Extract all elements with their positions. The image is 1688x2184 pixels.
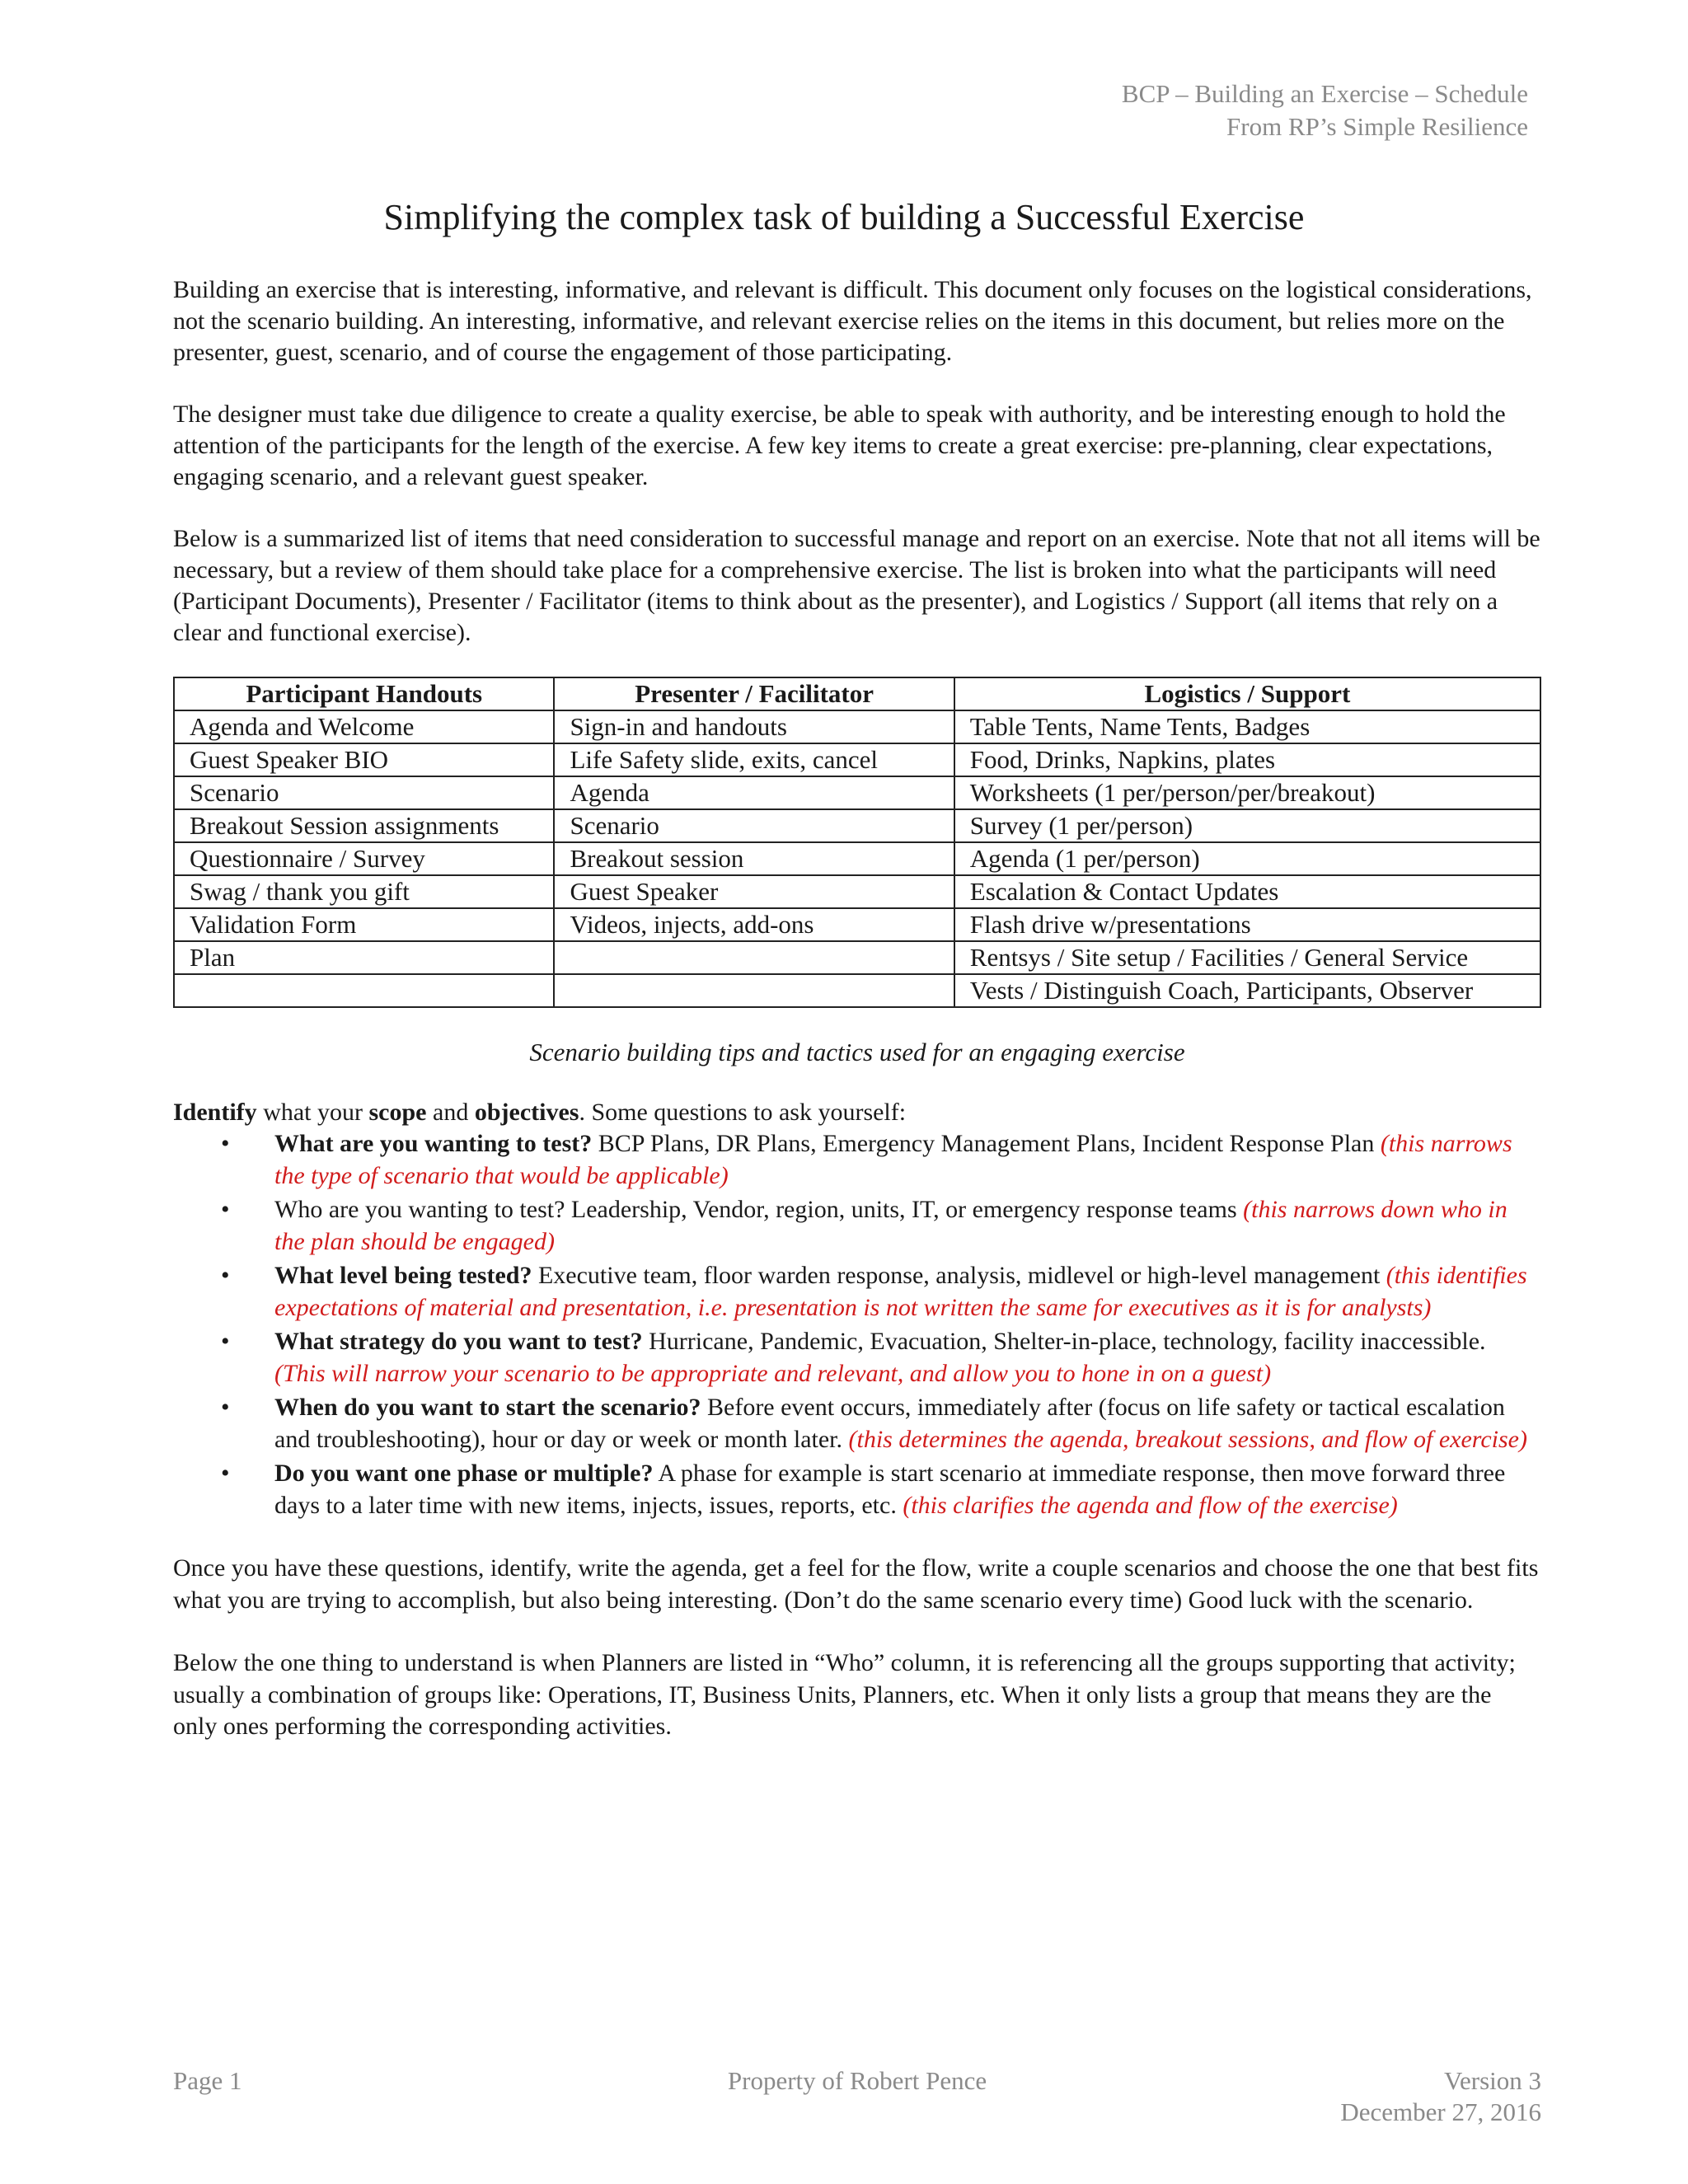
- question-list: [173, 1128, 1541, 1521]
- table-row: [174, 743, 1540, 776]
- table-cell: Questionnaire / Survey: [174, 842, 554, 875]
- table-cell: Guest Speaker: [554, 875, 954, 908]
- question-note: (this clarifies the agenda and flow of the exercise): [903, 1491, 1398, 1519]
- bullet-icon: •: [221, 1196, 230, 1223]
- header-line-1: BCP – Building an Exercise – Schedule: [1121, 79, 1528, 108]
- question-bold: What strategy do you want to test?: [274, 1328, 643, 1355]
- document-body: [173, 274, 1541, 1743]
- table-cell: [174, 974, 554, 1007]
- footer-version-block: [1340, 2065, 1541, 2128]
- table-header-row: [174, 677, 1540, 710]
- table-row: [174, 809, 1540, 842]
- table-cell: Videos, injects, add-ons: [554, 908, 954, 941]
- summary-paragraph: Below is a summarized list of items that need consideration to successful manage and report on an exercise. Note that not all items will be necessary, but a review of them should take place for a comprehensive exercise. The list is broken into what the participants will need (Participant Documents), Presenter / Facilitator (items to think about as the presenter), and Logistics / Support (all items that rely on a clear and functional exercise).: [173, 525, 1540, 646]
- table-row: [174, 941, 1540, 974]
- intro-paragraph: Building an exercise that is interesting, informative, and relevant is difficult. This document only focuses on the logistical considerations, not the scenario building. An interesting, informative, and relevant exercise relies on the items in this document, but relies more on the presenter, guest, scenario, and of course the engagement of those participating.: [173, 276, 1532, 366]
- question-item: [173, 1260, 1541, 1324]
- question-item: [173, 1128, 1541, 1192]
- table-cell: [554, 974, 954, 1007]
- table-cell: Breakout session: [554, 842, 954, 875]
- question-bold: Do you want one phase or multiple?: [274, 1460, 654, 1487]
- table-cell: Swag / thank you gift: [174, 875, 554, 908]
- table-cell: Scenario: [554, 809, 954, 842]
- question-note: (This will narrow your scenario to be appropriate and relevant, and allow you to hone in on a guest): [274, 1359, 1272, 1387]
- table-cell: Vests / Distinguish Coach, Participants, Observer: [954, 974, 1540, 1007]
- table-cell: Agenda and Welcome: [174, 710, 554, 743]
- table-cell: Guest Speaker BIO: [174, 743, 554, 776]
- table-cell: Worksheets (1 per/person/per/breakout): [954, 776, 1540, 809]
- question-item: [173, 1326, 1541, 1390]
- table-row: [174, 908, 1540, 941]
- closing-paragraph-1: Once you have these questions, identify, write the agenda, get a feel for the flow, write a couple scenarios and choose the one that best fits what you are trying to accomplish, but also being interesting. (Don’t do the same scenario every time) Good luck with the scenario.: [173, 1554, 1539, 1614]
- question-note: (this narrows down who in the plan should be engaged): [274, 1196, 1507, 1255]
- question-text: BCP Plans, DR Plans, Emergency Management Plans, Incident Response Plan: [592, 1130, 1381, 1157]
- question-note: (this identifies expectations of material and presentation, i.e. presentation is not written the same for executives as it is for analysts): [274, 1262, 1527, 1321]
- table-cell: Agenda: [554, 776, 954, 809]
- footer-version: Version 3: [1444, 2066, 1541, 2095]
- footer-date: December 27, 2016: [1340, 2097, 1541, 2126]
- question-note: (this narrows the type of scenario that would be applicable): [274, 1130, 1512, 1189]
- column-header: Logistics / Support: [954, 677, 1540, 710]
- identify-text-1: what your: [256, 1099, 369, 1126]
- question-item: [173, 1194, 1541, 1258]
- page-title: Simplifying the complex task of building a Successful Exercise: [383, 197, 1305, 237]
- designer-paragraph: The designer must take due diligence to create a quality exercise, be able to speak with authority, and be interesting enough to hold the attention of the participants for the length of the exercise. A few key items to create a great exercise: pre-planning, clear expectations, engaging scenario, and a relevant guest speaker.: [173, 401, 1506, 490]
- table-cell: Validation Form: [174, 908, 554, 941]
- table-cell: Food, Drinks, Napkins, plates: [954, 743, 1540, 776]
- table-cell: [554, 941, 954, 974]
- running-header: [1122, 77, 1528, 143]
- table-cell: Survey (1 per/person): [954, 809, 1540, 842]
- bullet-icon: •: [221, 1262, 230, 1289]
- table-cell: Sign-in and handouts: [554, 710, 954, 743]
- question-text: Hurricane, Pandemic, Evacuation, Shelter-in-place, technology, facility inaccessible.: [642, 1328, 1486, 1355]
- identify-word: Identify: [173, 1099, 257, 1126]
- table-row: [174, 710, 1540, 743]
- column-header: Presenter / Facilitator: [554, 677, 954, 710]
- table-cell: Flash drive w/presentations: [954, 908, 1540, 941]
- table-cell: Breakout Session assignments: [174, 809, 554, 842]
- identify-text-2: and: [426, 1099, 475, 1126]
- table-row: [174, 776, 1540, 809]
- closing-paragraph-2: Below the one thing to understand is when Planners are listed in “Who” column, it is referencing all the groups supporting that activity; usually a combination of groups like: Operations, IT, Business Units, Planners, etc. When it only lists a group that means they are the only ones performing the corresponding activities.: [173, 1649, 1516, 1740]
- section-subtitle: Scenario building tips and tactics used for an engaging exercise: [529, 1038, 1185, 1066]
- footer-property: Property of Robert Pence: [727, 2066, 987, 2095]
- objectives-word: objectives: [474, 1099, 579, 1126]
- question-note: (this determines the agenda, breakout sessions, and flow of exercise): [848, 1425, 1527, 1453]
- question-bold: What level being tested?: [274, 1262, 532, 1289]
- question-text: Executive team, floor warden response, analysis, midlevel or high-level management: [532, 1262, 1386, 1289]
- scope-word: scope: [368, 1099, 427, 1126]
- table-body: [174, 710, 1540, 1007]
- bullet-icon: •: [221, 1328, 230, 1355]
- question-item: [173, 1392, 1541, 1455]
- table-cell: Life Safety slide, exits, cancel: [554, 743, 954, 776]
- question-text: Before event occurs, immediately after (focus on life safety or tactical escalation and troubleshooting), hour or day or week or month later.: [274, 1394, 1505, 1453]
- page-footer: [173, 2065, 1541, 2131]
- identify-line: [173, 1097, 1541, 1128]
- table-row: [174, 974, 1540, 1007]
- table-cell: Scenario: [174, 776, 554, 809]
- question-bold: What are you wanting to test?: [274, 1130, 593, 1157]
- table-row: [174, 875, 1540, 908]
- footer-page-number: Page 1: [173, 2066, 242, 2095]
- column-header: Participant Handouts: [174, 677, 554, 710]
- table-cell: Escalation & Contact Updates: [954, 875, 1540, 908]
- table-cell: Table Tents, Name Tents, Badges: [954, 710, 1540, 743]
- question-text: Who are you wanting to test? Leadership, Vendor, region, units, IT, or emergency response teams: [274, 1196, 1244, 1223]
- bullet-icon: •: [221, 1460, 230, 1487]
- table-row: [174, 842, 1540, 875]
- bullet-icon: •: [221, 1394, 230, 1421]
- bullet-icon: •: [221, 1130, 230, 1157]
- table-cell: Plan: [174, 941, 554, 974]
- identify-text-3: . Some questions to ask yourself:: [579, 1099, 907, 1126]
- checklist-table: [173, 677, 1541, 1008]
- table-cell: Rentsys / Site setup / Facilities / General Service: [954, 941, 1540, 974]
- header-line-2: From RP’s Simple Resilience: [1226, 112, 1528, 141]
- question-item: [173, 1458, 1541, 1521]
- question-bold: When do you want to start the scenario?: [274, 1394, 701, 1421]
- question-text: A phase for example is start scenario at immediate response, then move forward three days to a later time with new items, injects, issues, reports, etc.: [274, 1460, 1506, 1519]
- table-cell: Agenda (1 per/person): [954, 842, 1540, 875]
